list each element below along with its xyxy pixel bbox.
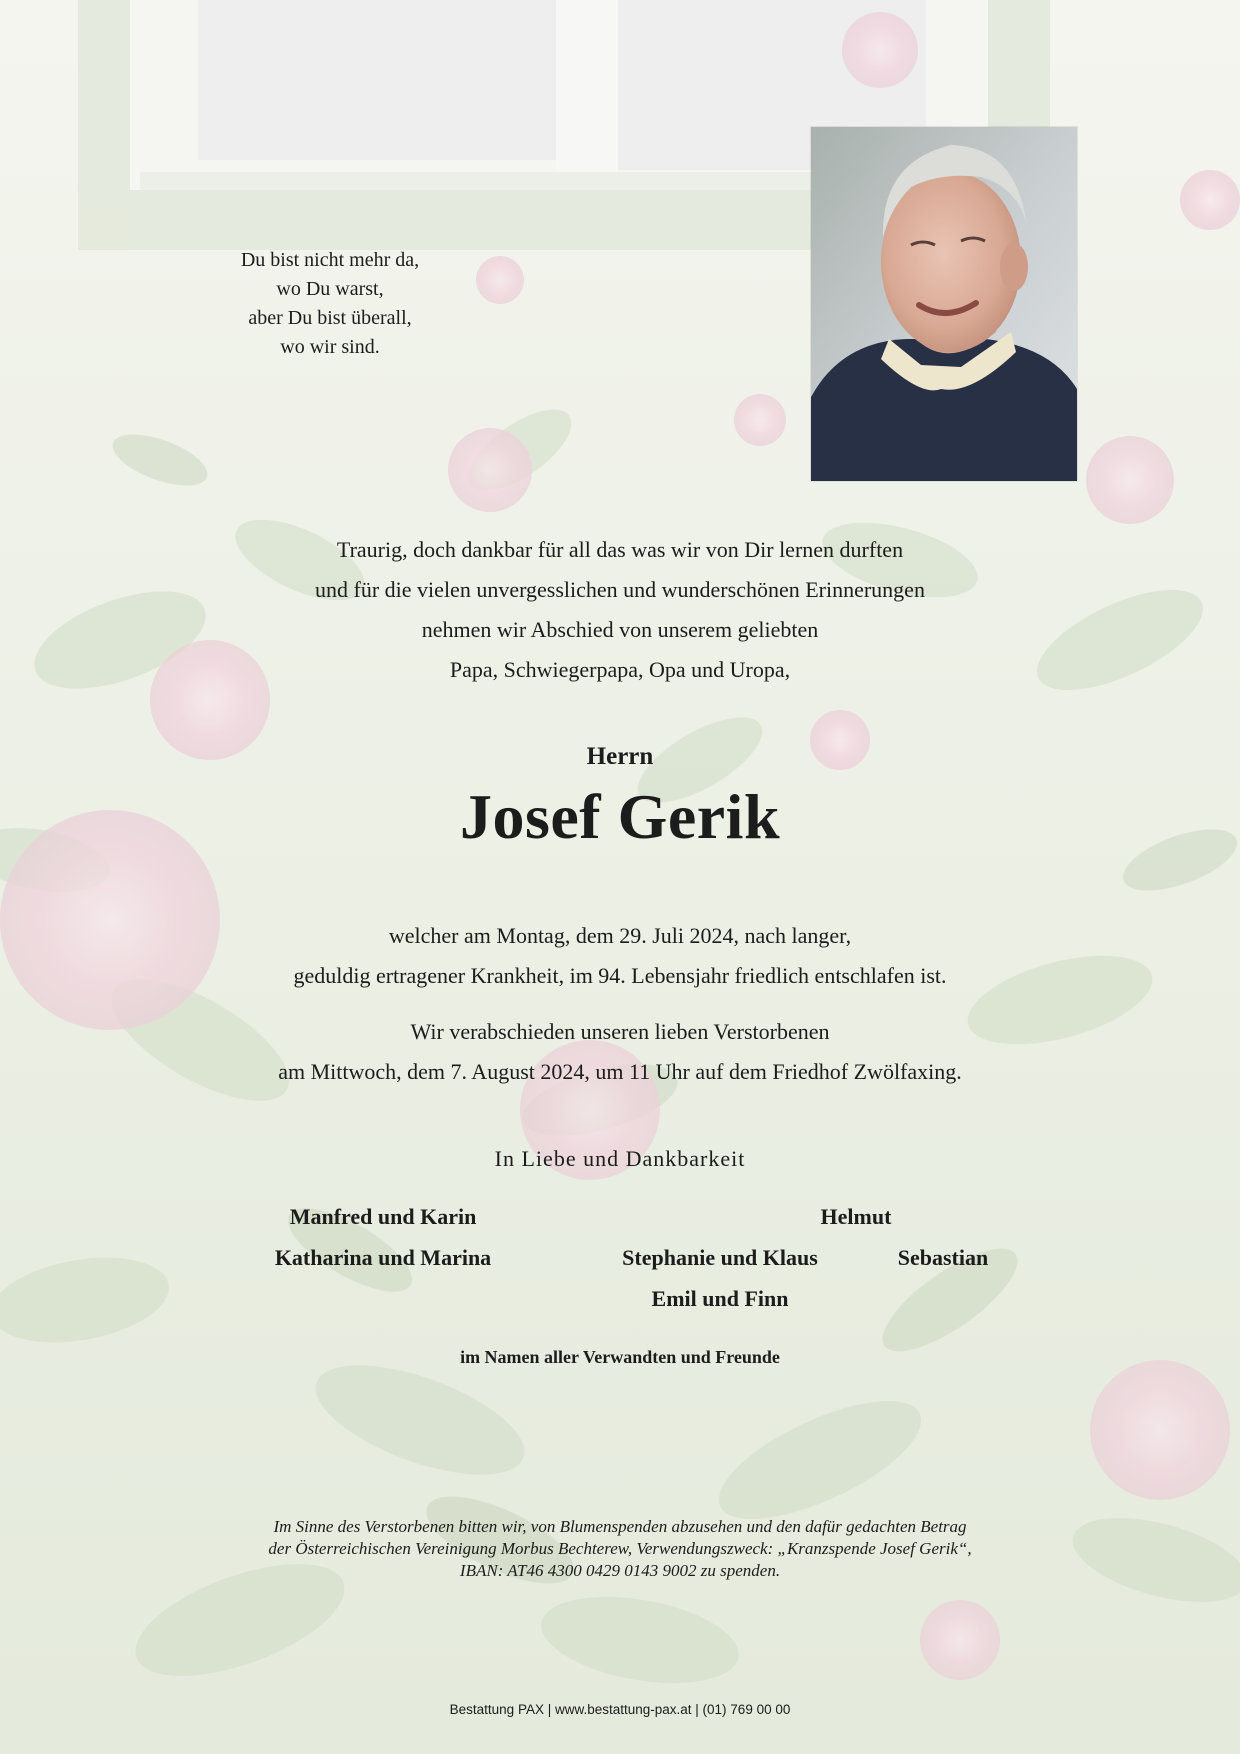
death-notice <box>120 916 1120 996</box>
mourner-name: Emil und Finn <box>651 1286 789 1311</box>
mourner-name: Manfred und Karin <box>289 1204 477 1229</box>
donation-request <box>120 1516 1120 1582</box>
funeral-line: Wir verabschieden unseren lieben Verstorbenen <box>410 1019 830 1044</box>
intro-line: und für die vielen unvergesslichen und wunderschönen Erinnerungen <box>315 577 925 602</box>
donation-line: Im Sinne des Verstorbenen bitten wir, von Blumenspenden abzusehen und den dafür gedachten Betrag <box>273 1517 967 1536</box>
intro-line: Traurig, doch dankbar für all das was wir von Dir lernen durften <box>336 537 904 562</box>
poem-text <box>200 246 460 362</box>
mourner-name: Katharina und Marina <box>274 1245 492 1270</box>
intro-text <box>120 530 1120 690</box>
funeral-home-footer: Bestattung PAX | www.bestattung-pax.at | (01) 769 00 00 <box>449 1702 791 1717</box>
mourner-name: Stephanie und Klaus <box>622 1245 818 1270</box>
mourner-name: Sebastian <box>897 1245 989 1270</box>
deceased-name: Josef Gerik <box>459 781 781 852</box>
poem-line: wo Du warst, <box>276 278 384 300</box>
mourners-heading: In Liebe und Dankbarkeit <box>494 1146 746 1171</box>
donation-line: der Österreichischen Vereinigung Morbus Bechterew, Verwendungszweck: „Kranzspende Josef Gerik“, <box>268 1539 972 1558</box>
death-notice-line: geduldig ertragener Krankheit, im 94. Lebensjahr friedlich entschlafen ist. <box>293 963 947 988</box>
funeral-line: am Mittwoch, dem 7. August 2024, um 11 Uhr auf dem Friedhof Zwölfaxing. <box>278 1059 962 1084</box>
poem-line: aber Du bist überall, <box>248 307 412 329</box>
funeral-notice <box>120 1012 1120 1092</box>
mourners-closing: im Namen aller Verwandten und Freunde <box>460 1347 780 1367</box>
poem-line: wo wir sind. <box>280 336 380 358</box>
death-notice-line: welcher am Montag, dem 29. Juli 2024, nach langer, <box>388 923 852 948</box>
poem-line: Du bist nicht mehr da, <box>240 249 420 271</box>
salutation: Herrn <box>586 743 654 770</box>
mourner-name: Helmut <box>820 1204 892 1229</box>
donation-line: IBAN: AT46 4300 0429 0143 9002 zu spenden. <box>459 1561 781 1580</box>
intro-line: Papa, Schwiegerpapa, Opa und Uropa, <box>449 657 791 682</box>
intro-line: nehmen wir Abschied von unserem geliebten <box>421 617 819 642</box>
